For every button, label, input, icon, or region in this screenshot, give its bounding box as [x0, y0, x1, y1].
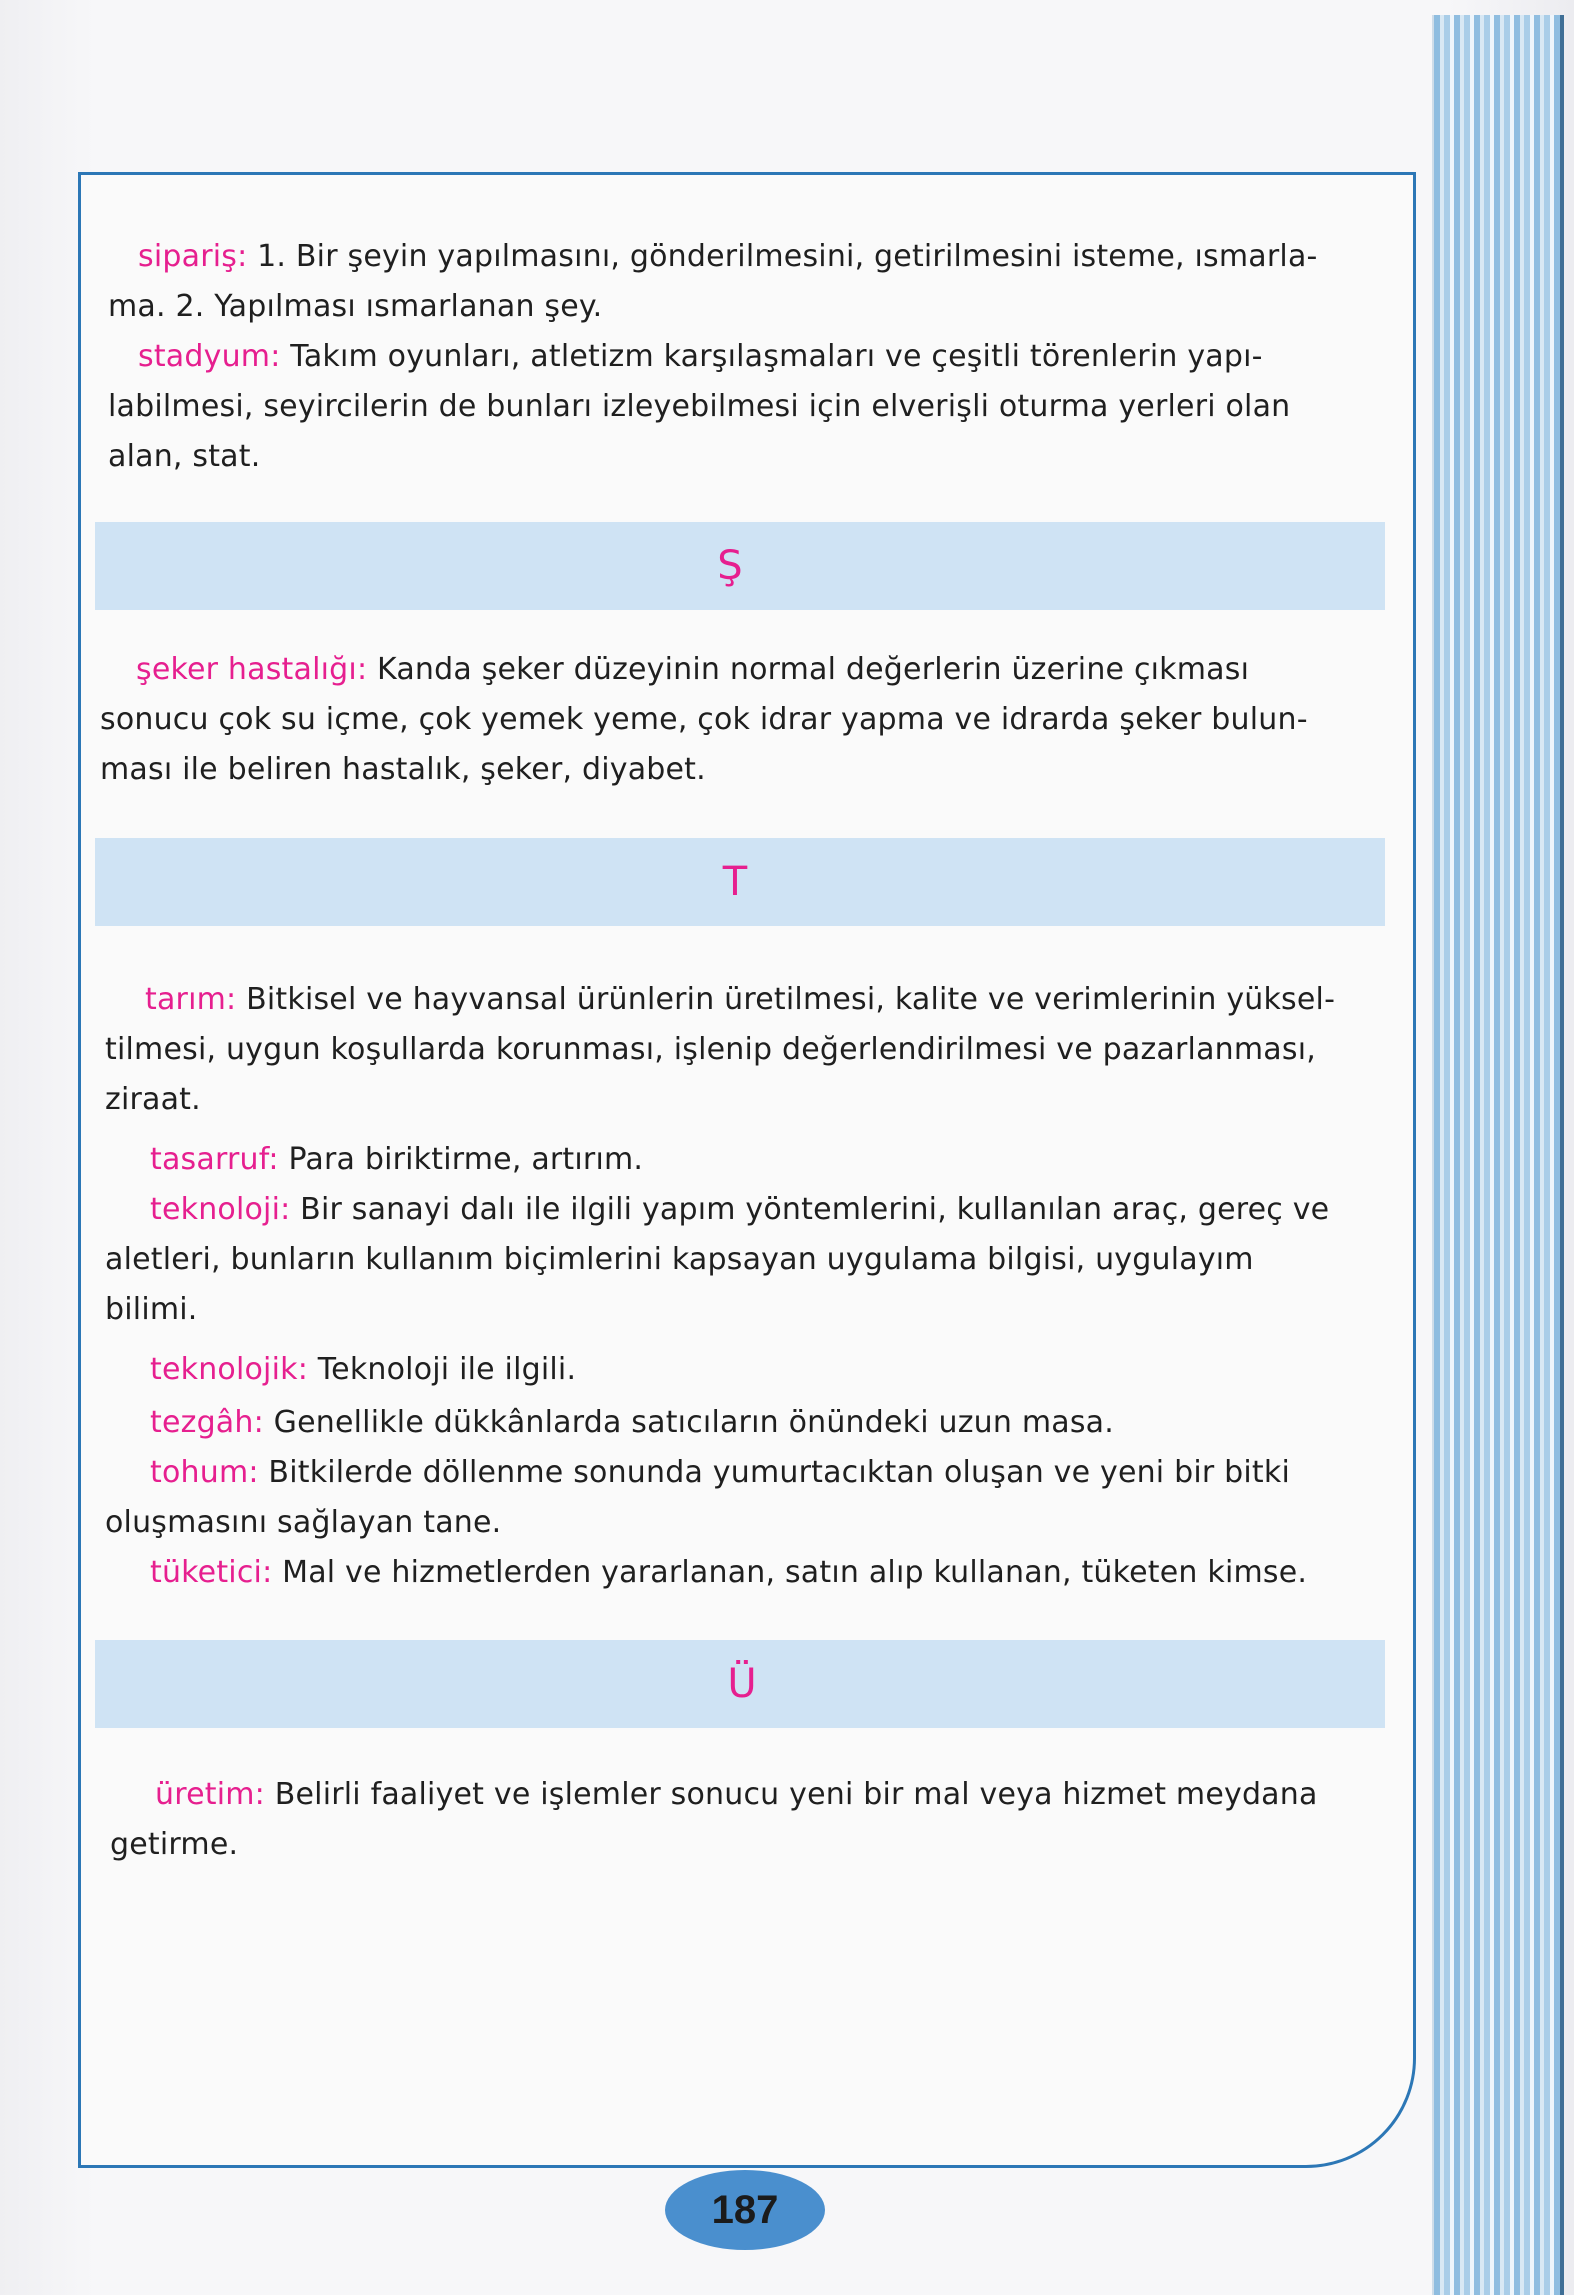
entry-tuketici — [105, 1548, 1370, 1598]
term-tezgah: tezgâh: — [150, 1405, 264, 1440]
term-tohum: tohum: — [150, 1455, 259, 1490]
term-tarim: tarım: — [145, 982, 237, 1017]
entry-seker-hastaligi — [100, 645, 1345, 795]
section-letter-t: T — [722, 859, 748, 905]
definition-teknolojik: Teknoloji ile ilgili. — [308, 1352, 577, 1387]
definition-tasarruf: Para biriktirme, artırım. — [278, 1142, 644, 1177]
entry-uretim — [110, 1770, 1370, 1870]
entry-tarim — [105, 975, 1355, 1125]
definition-uretim: Belirli faaliyet ve işlemler sonucu yeni bir mal veya hizmet meydana getirme. — [110, 1777, 1318, 1862]
term-teknoloji: teknoloji: — [150, 1192, 291, 1227]
definition-tohum: Bitkilerde döllenme sonunda yumurtacıktan oluşan ve yeni bir bitki oluşmasını sağlayan tane. — [105, 1455, 1290, 1540]
entry-teknoloji — [105, 1185, 1355, 1335]
term-siparis: sipariş: — [138, 239, 248, 274]
definition-teknoloji: Bir sanayi dalı ile ilgili yapım yöntemlerini, kullanılan araç, gereç ve aletleri, bunların kullanım biçimlerini kapsayan uygulama bilgisi, uygulayım bilimi. — [105, 1192, 1330, 1327]
entry-siparis — [108, 232, 1348, 332]
entry-tezgah — [105, 1398, 1355, 1448]
entry-stadyum — [108, 332, 1348, 482]
definition-seker-hastaligi: Kanda şeker düzeyinin normal değerlerin üzerine çıkması sonucu çok su içme, çok yemek yeme, çok idrar yapma ve idrarda şeker bulun-ması ile beliren hastalık, şeker, diyabet. — [100, 652, 1308, 787]
page-number: 187 — [665, 2170, 825, 2250]
section-letter-u: Ü — [727, 1661, 757, 1707]
term-tasarruf: tasarruf: — [150, 1142, 279, 1177]
term-seker-hastaligi: şeker hastalığı: — [136, 652, 368, 687]
section-letter-s: Ş — [717, 543, 743, 589]
definition-tuketici: Mal ve hizmetlerden yararlanan, satın alıp kullanan, tüketen kimse. — [272, 1555, 1308, 1590]
term-tuketici: tüketici: — [150, 1555, 273, 1590]
definition-stadyum: Takım oyunları, atletizm karşılaşmaları ve çeşitli törenlerin yapı-labilmesi, seyircilerin de bunları izleyebilmesi için elverişli oturma yerleri olan alan, stat. — [108, 339, 1291, 474]
definition-tarim: Bitkisel ve hayvansal ürünlerin üretilmesi, kalite ve verimlerinin yüksel-tilmesi, uygun koşullarda korunması, işlenip değerlendirilmesi ve pazarlanması, ziraat. — [105, 982, 1336, 1117]
definition-tezgah: Genellikle dükkânlarda satıcıların önündeki uzun masa. — [263, 1405, 1114, 1440]
term-teknolojik: teknolojik: — [150, 1352, 309, 1387]
definition-siparis: 1. Bir şeyin yapılmasını, gönderilmesini, getirilmesini isteme, ısmarla-ma. 2. Yapılması ısmarlanan şey. — [108, 239, 1318, 324]
entry-tohum — [105, 1448, 1355, 1548]
book-edge — [1432, 15, 1564, 2295]
term-uretim: üretim: — [155, 1777, 265, 1812]
entry-tasarruf — [105, 1135, 1355, 1185]
term-stadyum: stadyum: — [138, 339, 281, 374]
entry-teknolojik — [105, 1345, 1355, 1395]
